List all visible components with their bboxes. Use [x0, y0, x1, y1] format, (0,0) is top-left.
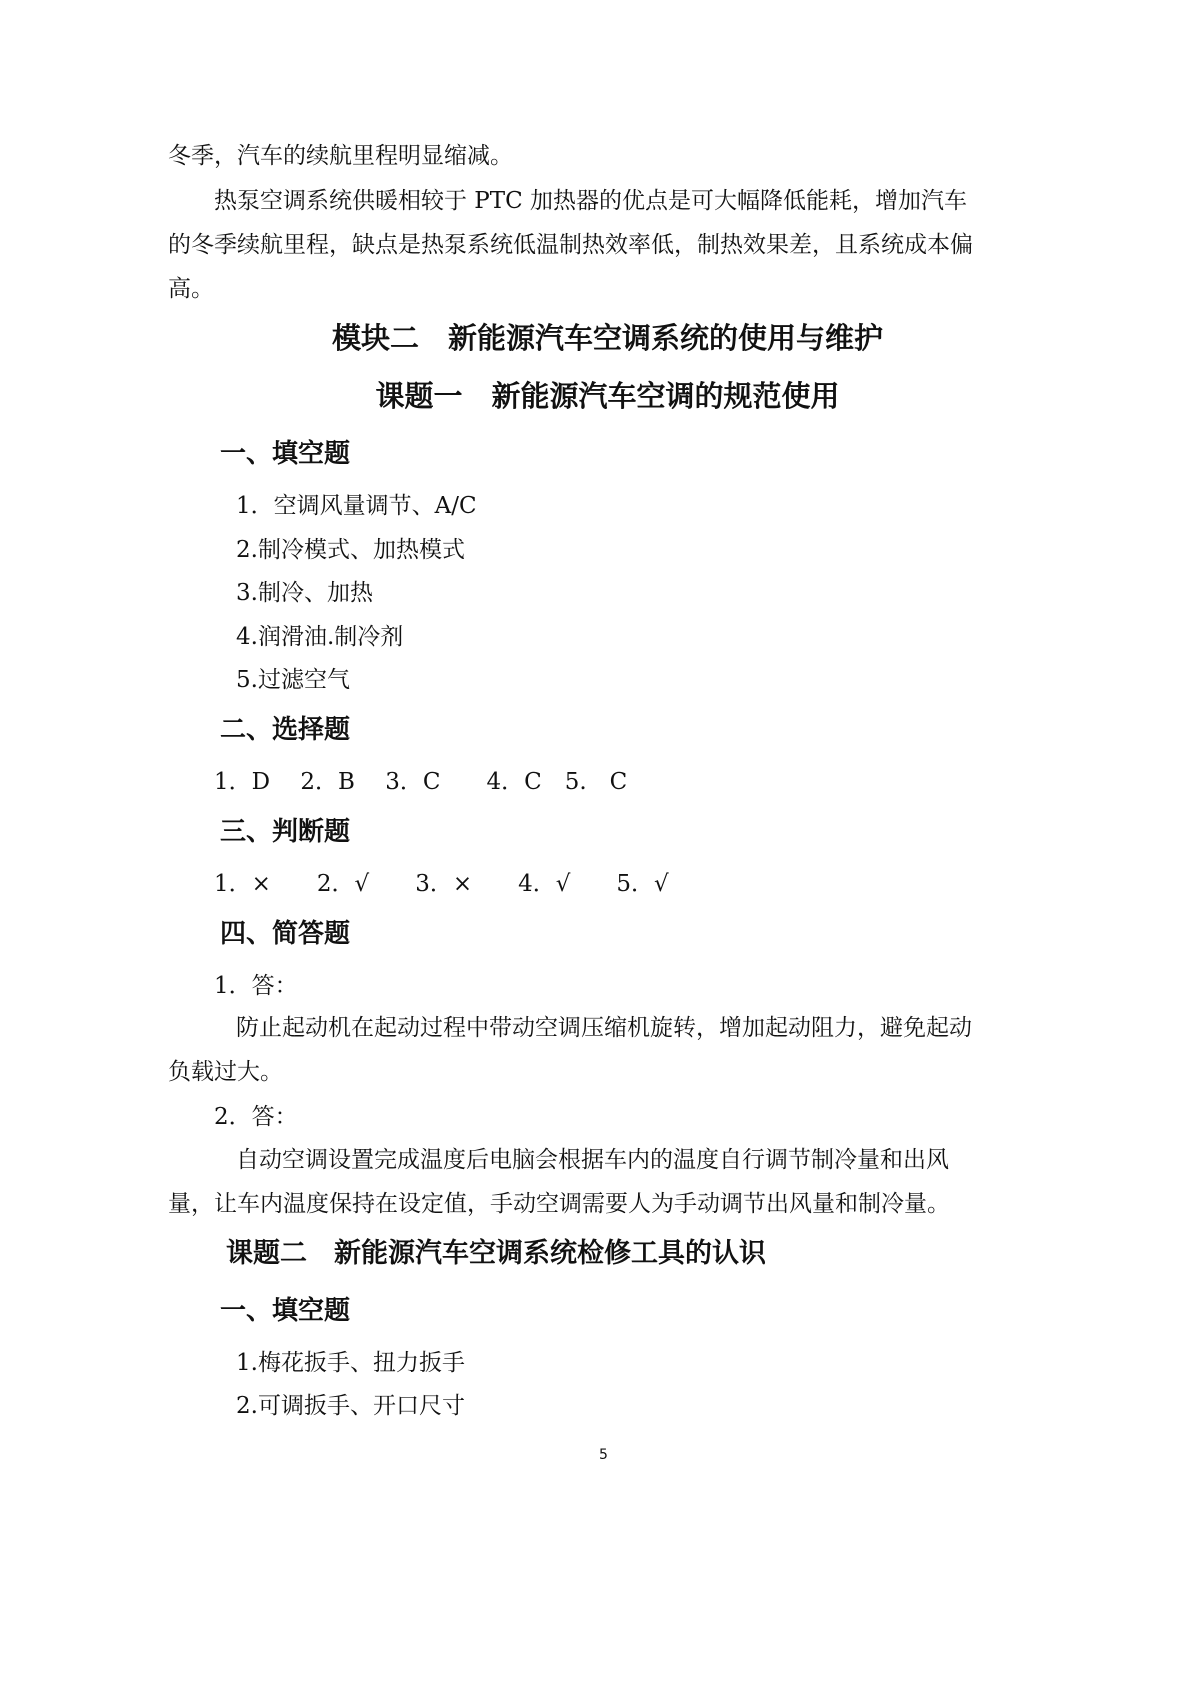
- fill-answer-item: 2.制冷模式、加热模式: [236, 537, 465, 563]
- short-answer-text: 自动空调设置完成温度后电脑会根据车内的温度自行调节制冷量和出风: [236, 1147, 949, 1173]
- short-answer-label: 1．答：: [214, 973, 298, 999]
- intro-paragraph-tail: 冬季，汽车的续航里程明显缩减。: [168, 143, 513, 169]
- fill-answer-item: 1.梅花扳手、扭力扳手: [236, 1350, 465, 1376]
- fill-answer-item: 4.润滑油.制冷剂: [236, 624, 404, 650]
- topic1-short-heading: 四、简答题: [220, 919, 351, 949]
- choice-answers: 1．D 2．B 3．C 4．C 5. C: [214, 769, 628, 795]
- fill-answer-item: 5.过滤空气: [236, 667, 350, 693]
- module-title: 模块二 新能源汽车空调系统的使用与维护: [331, 321, 883, 355]
- short-answer-text: 负载过大。: [168, 1059, 283, 1085]
- topic1-title: 课题一 新能源汽车空调的规范使用: [375, 379, 840, 413]
- intro-paragraph-line: 热泵空调系统供暖相较于 PTC 加热器的优点是可大幅降低能耗，增加汽车: [214, 188, 968, 214]
- intro-paragraph-line: 高。: [168, 276, 214, 302]
- fill-answer-item: 2.可调扳手、开口尺寸: [236, 1393, 465, 1419]
- short-answer-text: 防止起动机在起动过程中带动空调压缩机旋转，增加起动阻力，避免起动: [236, 1015, 972, 1041]
- topic1-fill-heading: 一、填空题: [220, 439, 351, 469]
- judge-answers: 1．× 2．√ 3．× 4．√ 5．√: [214, 871, 669, 897]
- short-answer-text: 量，让车内温度保持在设定值，手动空调需要人为手动调节出风量和制冷量。: [168, 1191, 950, 1217]
- topic1-judge-heading: 三、判断题: [220, 817, 351, 847]
- intro-paragraph-line: 的冬季续航里程，缺点是热泵系统低温制热效率低，制热效果差，且系统成本偏: [168, 232, 973, 258]
- topic1-choice-heading: 二、选择题: [220, 715, 351, 745]
- topic2-title: 课题二 新能源汽车空调系统检修工具的认识: [226, 1238, 766, 1269]
- short-answer-label: 2．答：: [214, 1104, 298, 1130]
- page-number: 5: [599, 1447, 608, 1463]
- topic2-fill-heading: 一、填空题: [220, 1296, 351, 1326]
- fill-answer-item: 3.制冷、加热: [236, 580, 373, 606]
- fill-answer-item: 1．空调风量调节、A/C: [236, 493, 477, 519]
